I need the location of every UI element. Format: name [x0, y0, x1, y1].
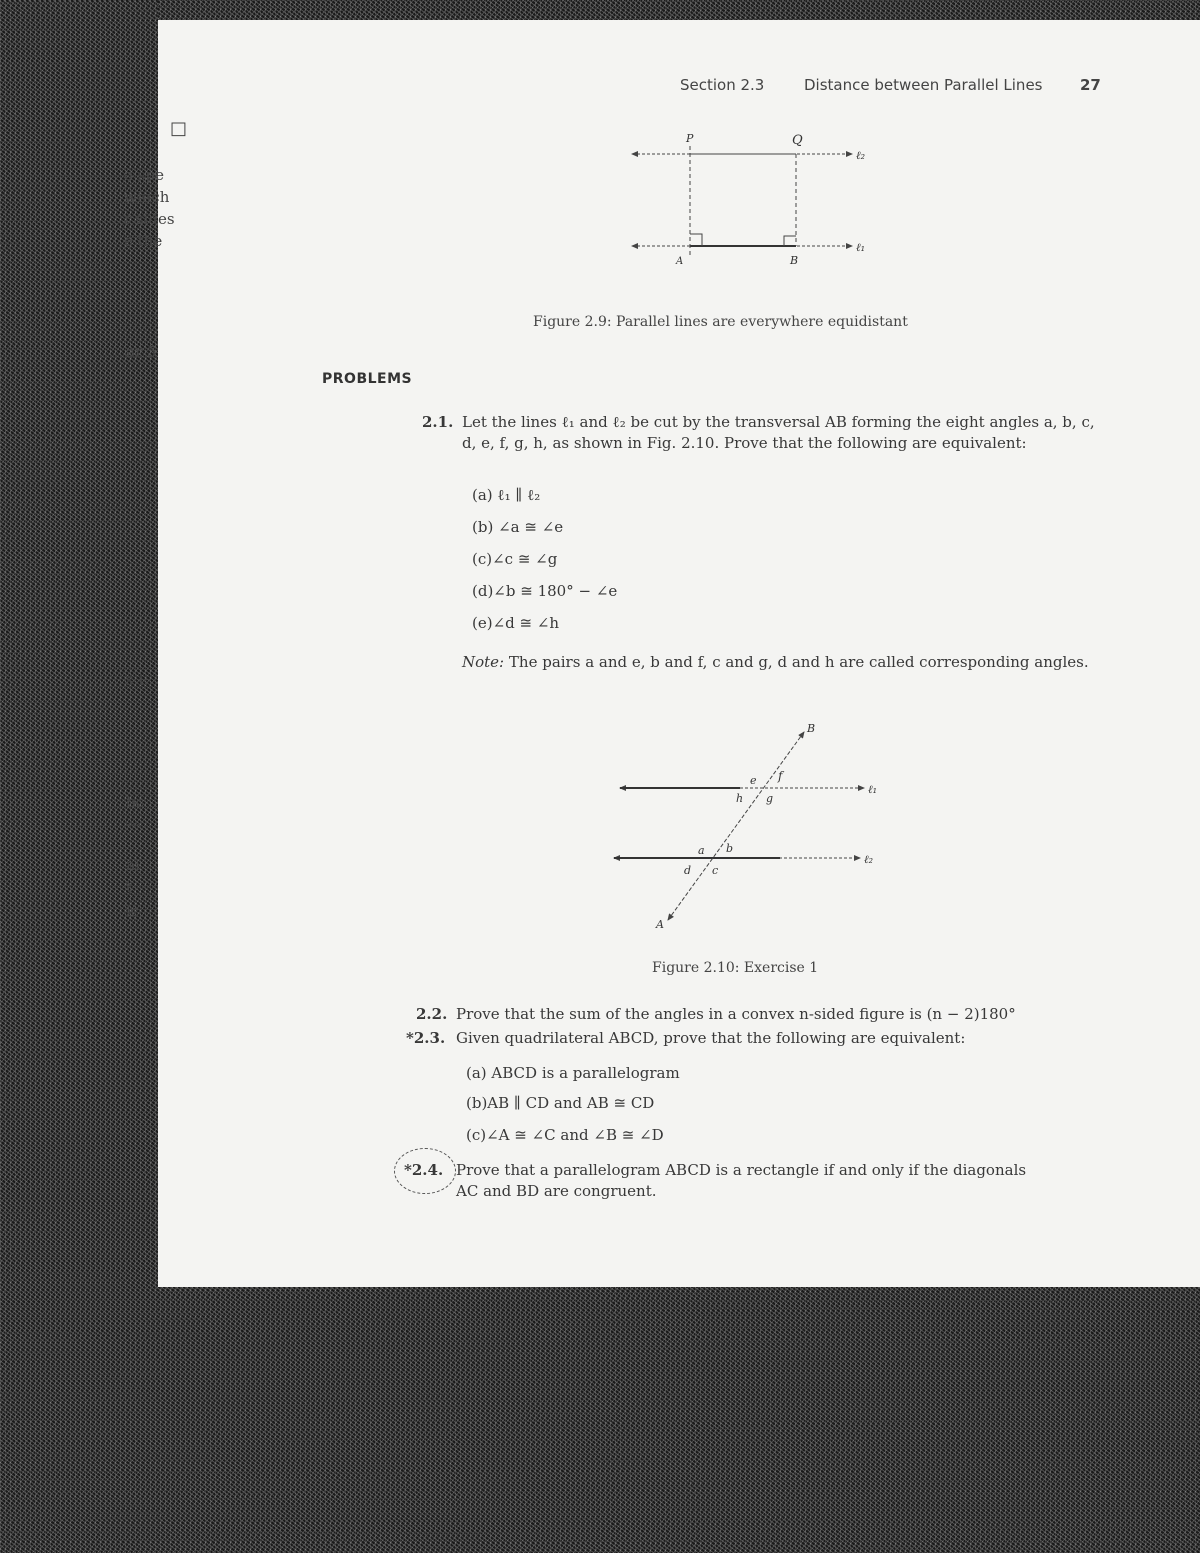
fragment: □ [170, 118, 188, 139]
section-number: Section 2.3 [680, 76, 765, 94]
fragment: t [126, 878, 133, 896]
fragment: r sides [124, 210, 175, 228]
problem-text: Prove that the sum of the angles in a convex n-sided figure is (n − 2)180° [456, 1005, 1016, 1023]
figure-2-10-caption: Figure 2.10: Exercise 1 [652, 960, 819, 976]
problems-heading: PROBLEMS [322, 371, 413, 387]
label-b: b [726, 842, 734, 855]
problem-2-3 [406, 1028, 1096, 1049]
problem-text: Given quadrilateral ABCD, prove that the following are equivalent: [456, 1029, 966, 1047]
figure-2-9 [620, 128, 890, 268]
right-angle-A [690, 234, 702, 246]
facing-page-fragments [120, 0, 188, 1000]
fragment: al [126, 856, 140, 874]
note-label: Note: [462, 653, 505, 671]
fragment: e the [124, 232, 163, 250]
label-B: B [807, 722, 816, 735]
transversal-AB [668, 732, 804, 920]
label-A: A [656, 918, 664, 931]
fragment: ar 5 [126, 343, 157, 361]
problem-number: *2.3. [406, 1029, 446, 1047]
label-P: P [686, 132, 694, 145]
figure-2-10 [600, 718, 900, 932]
section-title: Distance between Parallel Lines [804, 76, 1043, 94]
problem-2-3-item-a: (a) ABCD is a parallelogram [466, 1064, 680, 1082]
page-number: 27 [1080, 76, 1101, 94]
problem-2-4 [404, 1160, 1106, 1202]
figure-2-9-caption: Figure 2.9: Parallel lines are everywhere equidistant [533, 314, 908, 330]
problem-2-2 [416, 1004, 1096, 1025]
problem-number: 2.2. [416, 1005, 448, 1023]
label-d: d [684, 864, 692, 877]
scan-noise-bottom [0, 1287, 1200, 1553]
label-a: a [698, 844, 705, 857]
problem-2-1-item-c: (c)∠c ≅ ∠g [472, 550, 558, 568]
problem-2-1-item-e: (e)∠d ≅ ∠h [472, 614, 560, 632]
fragment: s i: [126, 671, 149, 689]
problem-text: Let the lines ℓ₁ and ℓ₂ be cut by the transversal AB forming the eight angles a, b, c, d, e, f, g, h, as shown in Fig. 2.10. Prove that the following are equivalent: [462, 413, 1095, 452]
label-g: g [766, 792, 774, 805]
label-f: f [778, 769, 783, 783]
problem-2-3-item-c: (c)∠A ≅ ∠C and ∠B ≅ ∠D [466, 1126, 664, 1144]
problem-2-3-item-b: (b)AB ∥ CD and AB ≅ CD [466, 1094, 655, 1112]
right-angle-B [784, 236, 796, 246]
label-l1: ℓ₁ [856, 241, 865, 254]
label-h: h [736, 792, 744, 805]
label-c: c [712, 864, 719, 877]
label-e: e [750, 774, 757, 787]
label-B: B [790, 254, 799, 267]
problem-2-1 [422, 412, 1100, 454]
problem-2-1-item-b: (b) ∠a ≅ ∠e [472, 518, 564, 536]
fragment: lc [126, 902, 140, 920]
note-text: The pairs a and e, b and f, c and g, d and h are called corresponding angles. [508, 653, 1089, 671]
label-l1: ℓ₁ [868, 783, 877, 796]
scan-noise-top [0, 0, 1200, 20]
label-Q: Q [792, 133, 803, 148]
problem-2-1-item-d: (d)∠b ≅ 180° − ∠e [472, 582, 618, 600]
label-l2: ℓ₂ [856, 149, 865, 162]
fragment: — [126, 815, 141, 833]
fragment: o spe [124, 166, 164, 184]
problem-number: 2.1. [422, 413, 454, 431]
problem-text-line2: AC and BD are congruent. [456, 1182, 657, 1200]
fragment: bc [126, 793, 145, 811]
problem-2-1-item-a: (a) ℓ₁ ∥ ℓ₂ [472, 486, 541, 504]
label-l2: ℓ₂ [864, 853, 873, 866]
fragment: which [124, 188, 170, 206]
problem-2-1-note [462, 652, 1100, 673]
problem-number: *2.4. [404, 1161, 444, 1179]
label-A: A [676, 256, 684, 267]
problem-text-line1: Prove that a parallelogram ABCD is a rectangle if and only if the diagonals [456, 1161, 1027, 1179]
